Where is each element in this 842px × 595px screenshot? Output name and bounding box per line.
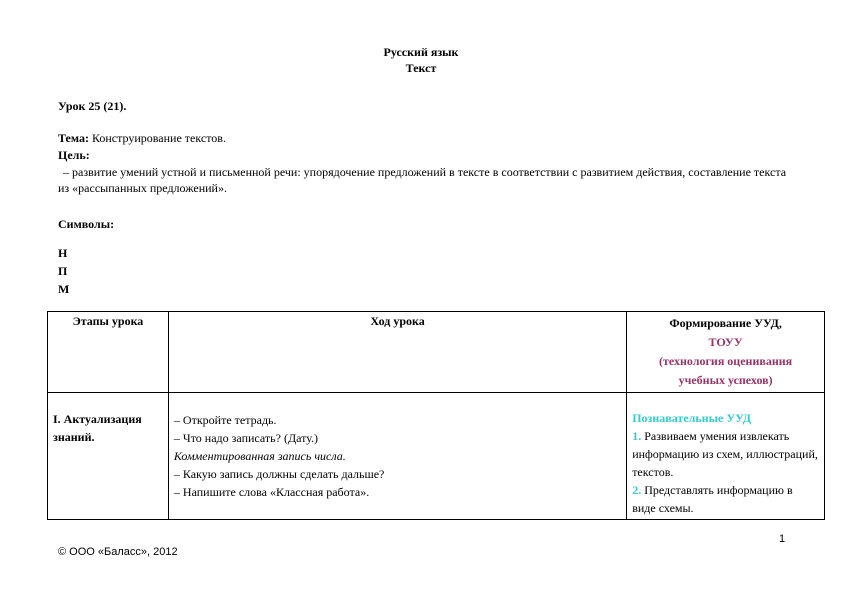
table-row [48,393,825,520]
uud-item-text: Развиваем умения извлекать информацию из схем, иллюстраций, текстов. [632,429,818,479]
header-uud-tech-line1: (технология оценивания [658,354,793,368]
header-uud-line1: Формирование УУД, [669,316,782,330]
symbols-label: Символы: [58,217,115,231]
header-uud-tech-line2: учебных успехов) [678,373,773,387]
copyright: © ООО «Баласс», 2012 [58,546,178,558]
step-line: – Какую запись должны сделать дальше? [173,467,385,481]
symbol-p: П [58,264,68,278]
symbol-m: М [58,282,70,296]
document-header [0,44,842,76]
topic-label: Тема: [58,131,89,145]
uud-item-number: 1. [632,429,642,443]
stage-cell: I. Актуализация знаний. [48,393,169,520]
uud-item [632,481,819,517]
step-line: – Напишите слова «Классная работа». [173,485,370,499]
topic-value: Конструирование текстов. [88,131,226,145]
step-line: – Откройте тетрадь. [173,413,277,427]
header-course: Ход урока [168,312,626,393]
symbol-n: Н [58,246,68,260]
header-stages: Этапы урока [48,312,169,393]
topic-title: Текст [405,61,437,75]
table-header-row [48,312,825,393]
topic-line [58,131,226,146]
lesson-number: Урок 25 (21). [58,99,127,113]
header-uud [627,312,825,393]
uud-cell [627,393,825,520]
uud-title: Познавательные УУД [632,411,751,425]
steps-cell [168,393,626,520]
lesson-table [47,311,825,520]
uud-item-number: 2. [632,483,642,497]
goal-text: – развитие умений устной и письменной речи: упорядочение предложений в тексте в соответствии с развитием действия, составление текста из «рассыпанных предложений». [58,165,787,195]
subject-title: Русский язык [383,45,459,59]
uud-item [632,427,819,481]
uud-item-text: Представлять информацию в виде схемы. [632,483,793,515]
page-number: 1 [779,533,786,545]
goal-label: Цель: [58,148,90,162]
step-line: – Что надо записать? (Дату.) [173,431,319,445]
step-line: Комментированная запись числа. [173,449,346,463]
header-uud-toyy: ТОУУ [708,335,743,349]
